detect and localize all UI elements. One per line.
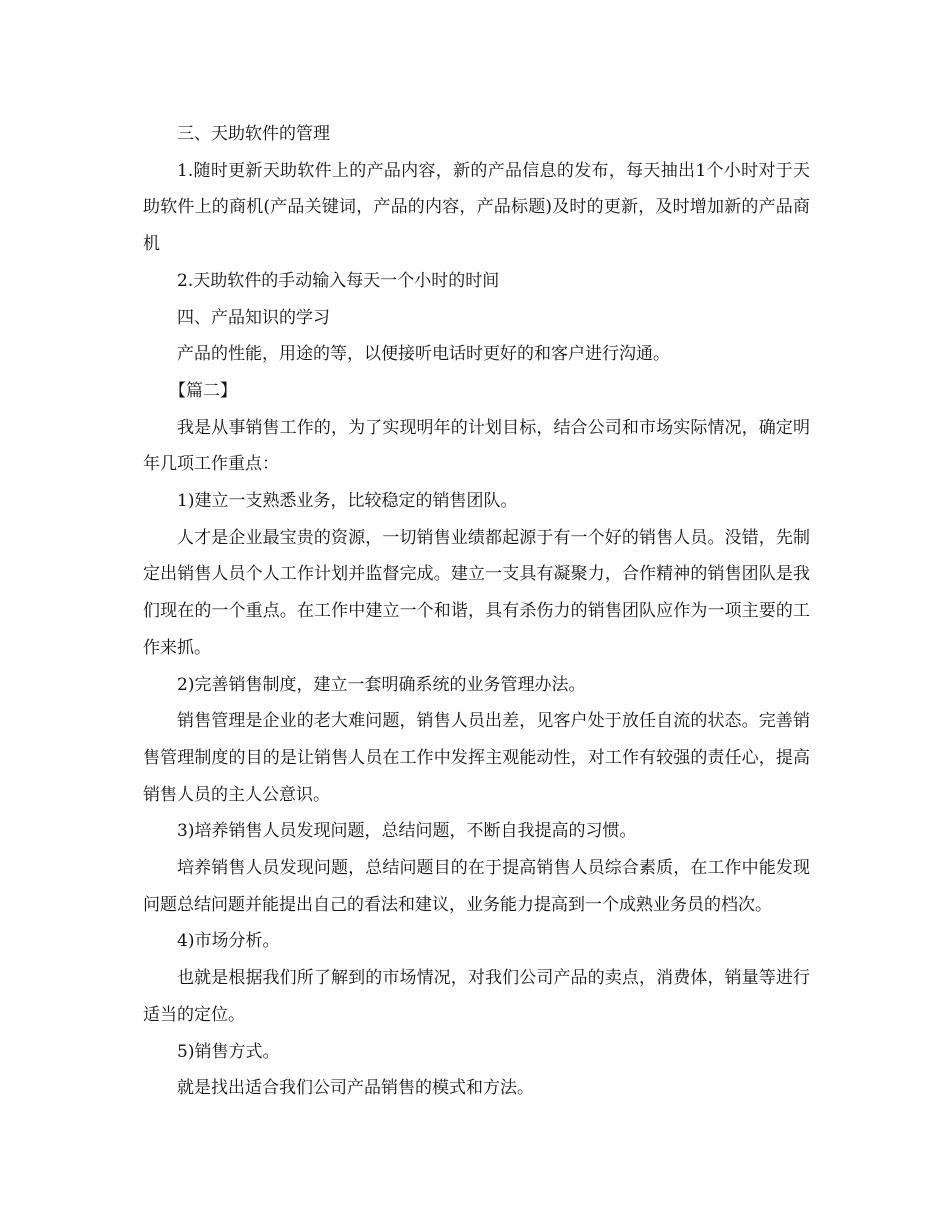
paragraph: 我是从事销售工作的，为了实现明年的计划目标，结合公司和市场实际情况，确定明年几项工作重点： xyxy=(143,417,810,475)
list-item-heading: 4)市场分析。 xyxy=(177,931,280,952)
list-item-heading: 5)销售方式。 xyxy=(177,1041,280,1062)
paragraph: 产品的性能，用途的等，以便接听电话时更好的和客户进行沟通。 xyxy=(177,344,670,365)
section-heading-4: 四、产品知识的学习 xyxy=(177,307,330,328)
paragraph: 培养销售人员发现问题，总结问题目的在于提高销售人员综合素质，在工作中能发现问题总结问题并能提出自己的看法和建议，业务能力提高到一个成熟业务员的档次。 xyxy=(143,858,810,915)
section-heading-3: 三、天助软件的管理 xyxy=(177,124,330,144)
paragraph: 2.天助软件的手动输入每天一个小时的时间 xyxy=(177,270,500,291)
list-item-heading: 1)建立一支熟悉业务，比较稳定的销售团队。 xyxy=(177,491,518,512)
paragraph: 就是找出适合我们公司产品销售的模式和方法。 xyxy=(177,1078,534,1099)
list-item-heading: 2)完善销售制度，建立一套明确系统的业务管理办法。 xyxy=(177,674,586,695)
paragraph: 销售管理是企业的老大难问题，销售人员出差，见客户处于放任自流的状态。完善销售管理制度的目的是让销售人员在工作中发挥主观能动性，对工作有较强的责任心，提高销售人员的主人公意识。 xyxy=(143,711,810,805)
paragraph: 1.随时更新天助软件上的产品内容，新的产品信息的发布，每天抽出1个小时对于天助软件上的商机(产品关键词，产品的内容，产品标题)及时的更新，及时增加新的产品商机 xyxy=(143,160,810,255)
paragraph: 也就是根据我们所了解到的市场情况，对我们公司产品的卖点，消费体，销量等进行适当的定位。 xyxy=(143,968,810,1025)
document-page xyxy=(143,116,810,1107)
paragraph: 人才是企业最宝贵的资源，一切销售业绩都起源于有一个好的销售人员。没错，先制定出销售人员个人工作计划并监督完成。建立一支具有凝聚力，合作精神的销售团队是我们现在的一个重点。在工作中建立一个和谐，具有杀伤力的销售团队应作为一项主要的工作来抓。 xyxy=(143,527,810,658)
list-item-heading: 3)培养销售人员发现问题，总结问题，不断自我提高的习惯。 xyxy=(177,821,637,842)
part-heading: 【篇二】 xyxy=(169,380,237,401)
